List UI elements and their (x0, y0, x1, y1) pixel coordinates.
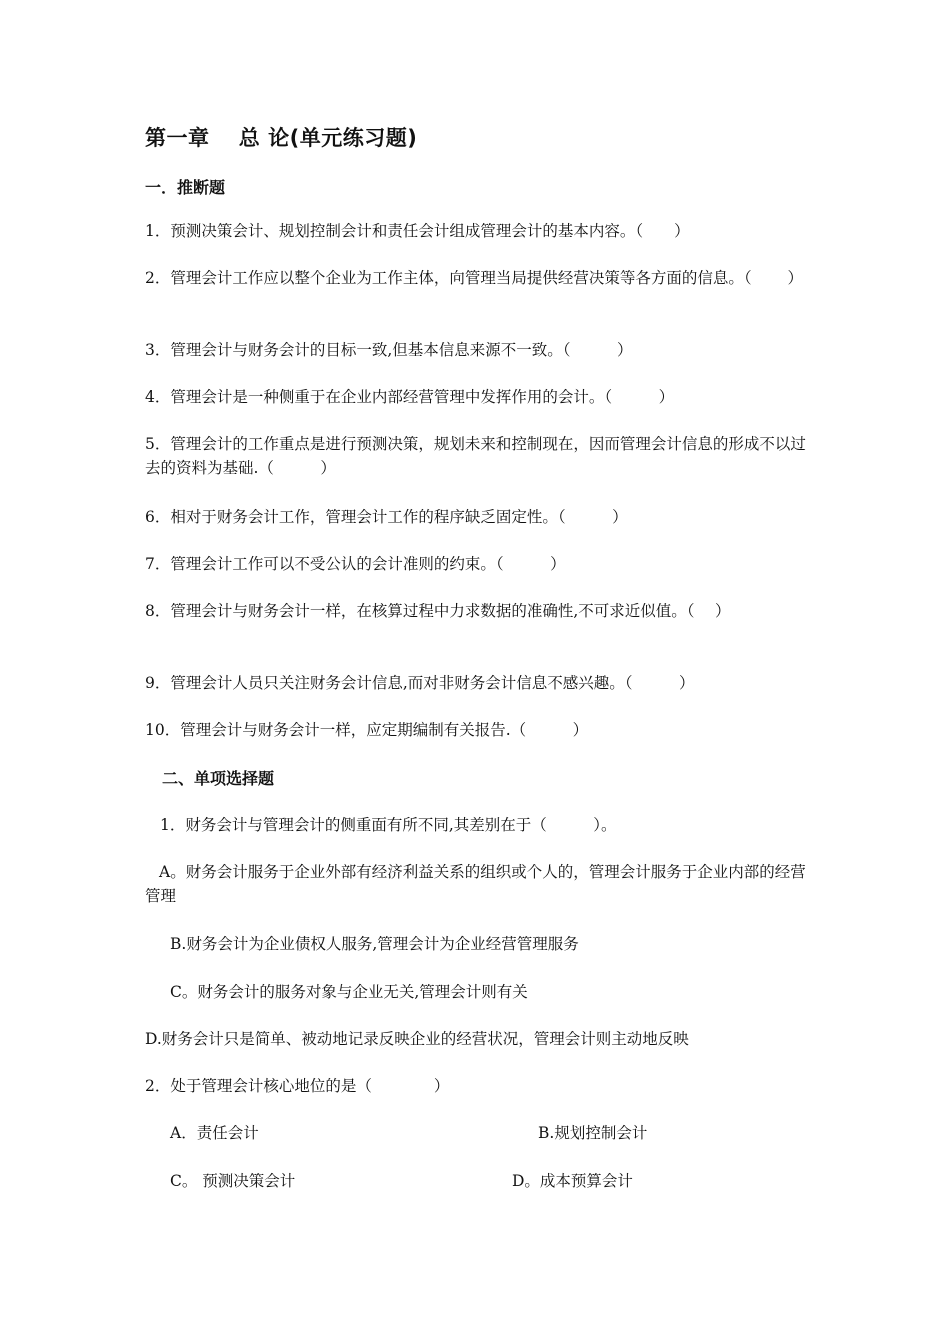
question-1-option-b: B.财务会计为企业债权人服务,管理会计为企业经营管理服务 (170, 935, 579, 953)
judgment-item-9: 9．管理会计人员只关注财务会计信息,而对非财务会计信息不感兴趣。（ ） (145, 674, 695, 692)
judgment-item-10: 10．管理会计与财务会计一样，应定期编制有关报告.（ ） (145, 721, 589, 739)
judgment-item-3: 3．管理会计与财务会计的目标一致,但基本信息来源不一致。（ ） (145, 341, 633, 359)
judgment-item-6: 6．相对于财务会计工作，管理会计工作的程序缺乏固定性。（ ） (145, 508, 628, 526)
question-1-stem: 1．财务会计与管理会计的侧重面有所不同,其差别在于（ ）。 (160, 816, 617, 834)
judgment-item-2: 2．管理会计工作应以整个企业为工作主体，向管理当局提供经营决策等各方面的信息。（ ） (145, 269, 804, 287)
judgment-item-7: 7．管理会计工作可以不受公认的会计准则的约束。（ ） (145, 555, 566, 573)
question-1-option-a: A。财务会计服务于企业外部有经济利益关系的组织或个人的，管理会计服务于企业内部的经营管理 (145, 863, 806, 905)
section-heading-single-choice: 二、单项选择题 (162, 769, 275, 788)
question-1-option-c: C。财务会计的服务对象与企业无关,管理会计则有关 (170, 983, 528, 1001)
judgment-item-4: 4．管理会计是一种侧重于在企业内部经营管理中发挥作用的会计。（ ） (145, 388, 675, 406)
judgment-item-8: 8．管理会计与财务会计一样，在核算过程中力求数据的准确性,不可求近似值。（ ） (145, 602, 731, 620)
question-2-option-c: C。 预测决策会计 (170, 1172, 296, 1190)
question-2-option-a: A．责任会计 (170, 1124, 259, 1142)
chapter-title: 第一章 总 论(单元练习题) (145, 126, 418, 150)
judgment-item-1: 1．预测决策会计、规划控制会计和责任会计组成管理会计的基本内容。（ ） (145, 222, 690, 240)
judgment-item-5: 5．管理会计的工作重点是进行预测决策，规划未来和控制现在，因而管理会计信息的形成不以过去的资料为基础.（ ） (145, 435, 806, 477)
question-2-stem: 2．处于管理会计核心地位的是（ ） (145, 1077, 450, 1095)
section-heading-judgment: 一．推断题 (145, 178, 226, 197)
question-1-option-d: D.财务会计只是简单、被动地记录反映企业的经营状况，管理会计则主动地反映 (145, 1030, 689, 1048)
question-2-option-b: B.规划控制会计 (538, 1124, 648, 1142)
question-2-option-d: D。成本预算会计 (512, 1172, 633, 1190)
